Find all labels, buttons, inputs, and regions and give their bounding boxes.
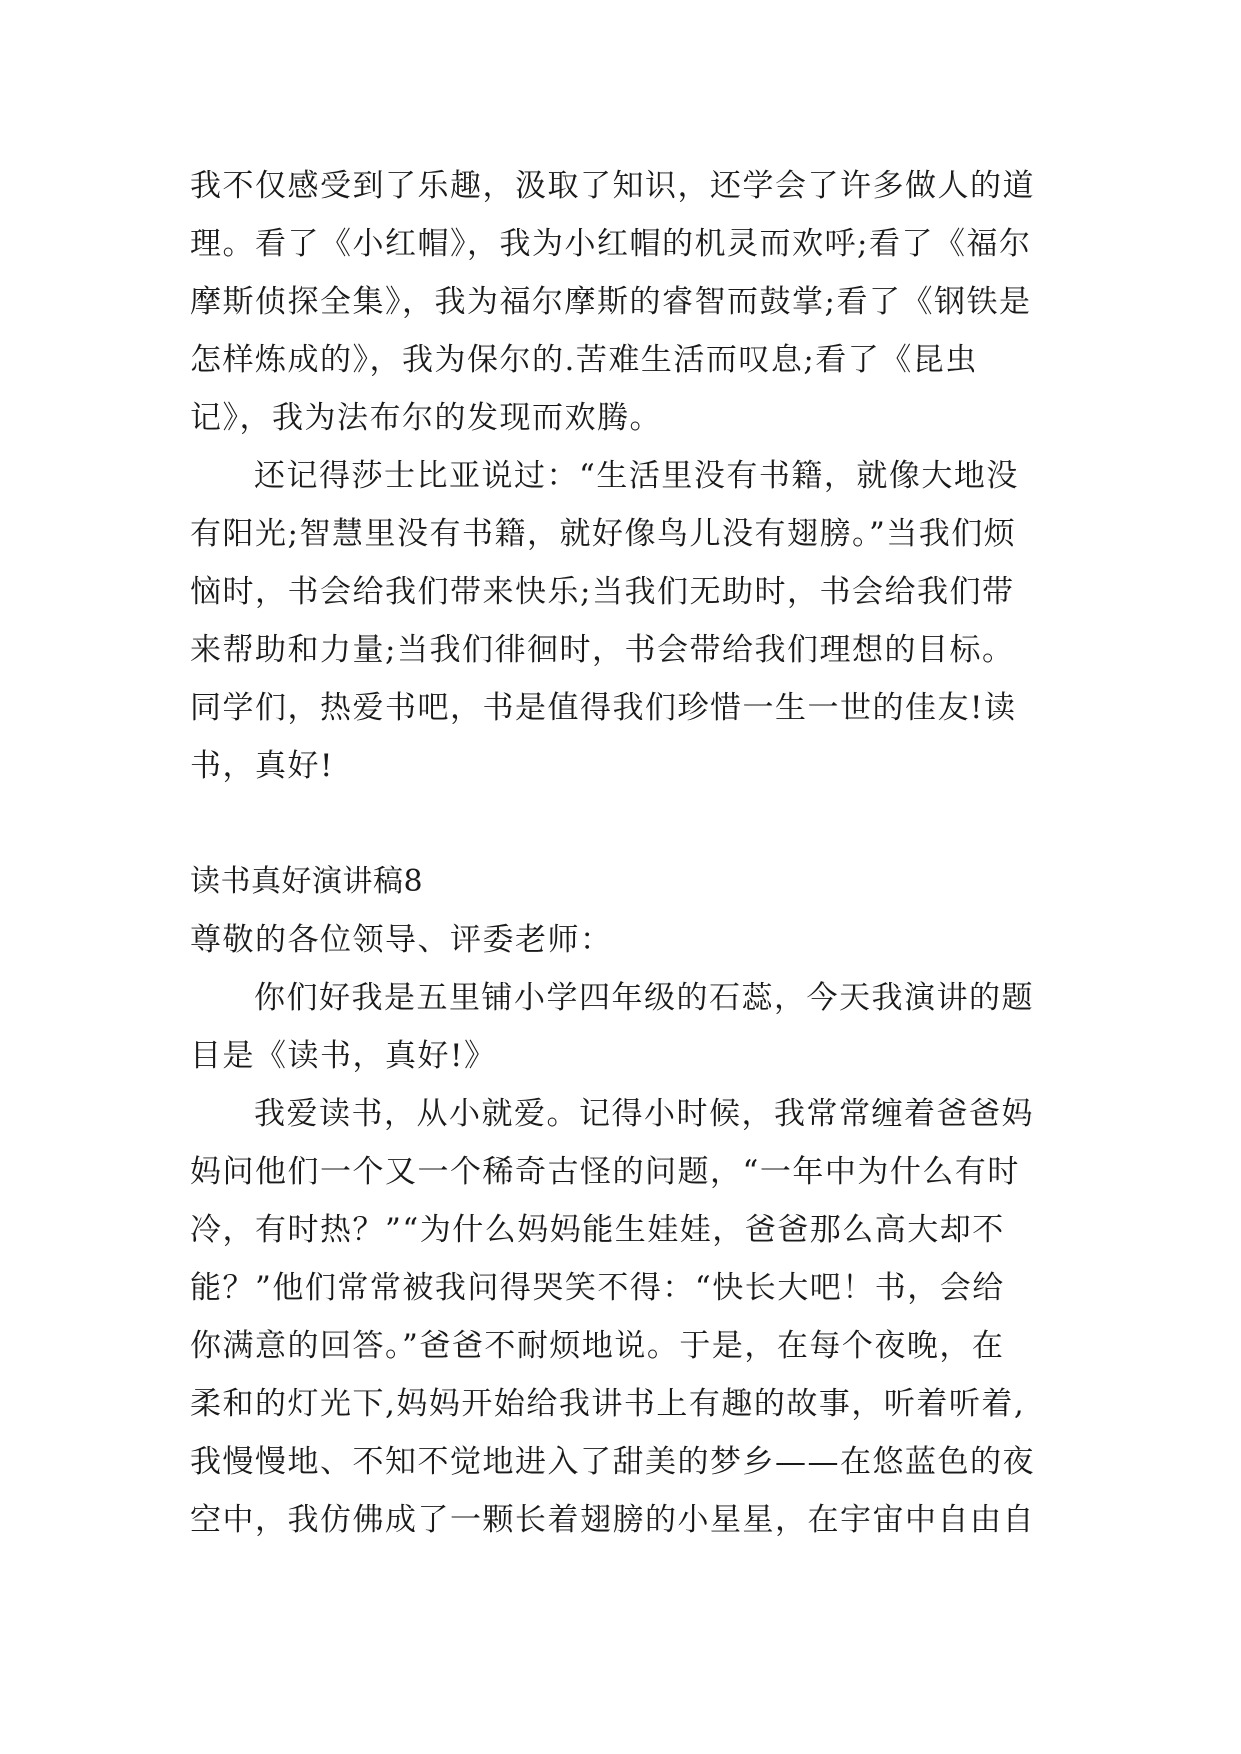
paragraph-line: 目是《读书，真好!》	[190, 1038, 497, 1074]
salutation: 尊敬的各位领导、评委老师：	[190, 922, 613, 958]
paragraph-line: 书，真好!	[190, 748, 334, 784]
paragraph-line: 来帮助和力量;当我们徘徊时，书会带给我们理想的目标。	[190, 632, 1015, 668]
paragraph-line: 妈问他们一个又一个稀奇古怪的问题，“一年中为什么有时	[190, 1154, 1020, 1190]
paragraph-line: 怎样炼成的》，我为保尔的.苦难生活而叹息;看了《昆虫	[190, 342, 978, 378]
paragraph-line: 恼时，书会给我们带来快乐;当我们无助时，书会给我们带	[190, 574, 1015, 610]
paragraph-line: 我爱读书，从小就爱。记得小时候，我常常缠着爸爸妈	[254, 1096, 1034, 1132]
paragraph-line: 冷，有时热？”“为什么妈妈能生娃娃，爸爸那么高大却不	[190, 1212, 1005, 1248]
paragraph-line: 摩斯侦探全集》，我为福尔摩斯的睿智而鼓掌;看了《钢铁是	[190, 284, 1032, 320]
section-title: 读书真好演讲稿8	[190, 864, 424, 899]
paragraph-line: 你们好我是五里铺小学四年级的石蕊，今天我演讲的题	[254, 980, 1034, 1016]
paragraph-line: 柔和的灯光下,妈妈开始给我讲书上有趣的故事，听着听着,	[190, 1386, 1026, 1422]
paragraph-line: 理。看了《小红帽》，我为小红帽的机灵而欢呼;看了《福尔	[190, 226, 1032, 262]
paragraph-line: 能？”他们常常被我问得哭笑不得：“快长大吧！书，会给	[190, 1270, 1005, 1306]
paragraph-line: 空中，我仿佛成了一颗长着翅膀的小星星，在宇宙中自由自	[190, 1502, 1035, 1538]
paragraph-line: 有阳光;智慧里没有书籍，就好像鸟儿没有翅膀。”当我们烦	[190, 516, 1017, 552]
paragraph-line: 你满意的回答。”爸爸不耐烦地说。于是，在每个夜晚，在	[190, 1328, 1005, 1364]
paragraph-line: 同学们，热爱书吧，书是值得我们珍惜一生一世的佳友!读	[190, 690, 1017, 726]
paragraph-line: 我慢慢地、不知不觉地进入了甜美的梦乡——在悠蓝色的夜	[190, 1444, 1035, 1480]
paragraph-line: 还记得莎士比亚说过：“生活里没有书籍，就像大地没	[254, 458, 1019, 494]
paragraph-line: 我不仅感受到了乐趣，汲取了知识，还学会了许多做人的道	[190, 168, 1035, 204]
paragraph-line: 记》，我为法布尔的发现而欢腾。	[190, 400, 662, 436]
